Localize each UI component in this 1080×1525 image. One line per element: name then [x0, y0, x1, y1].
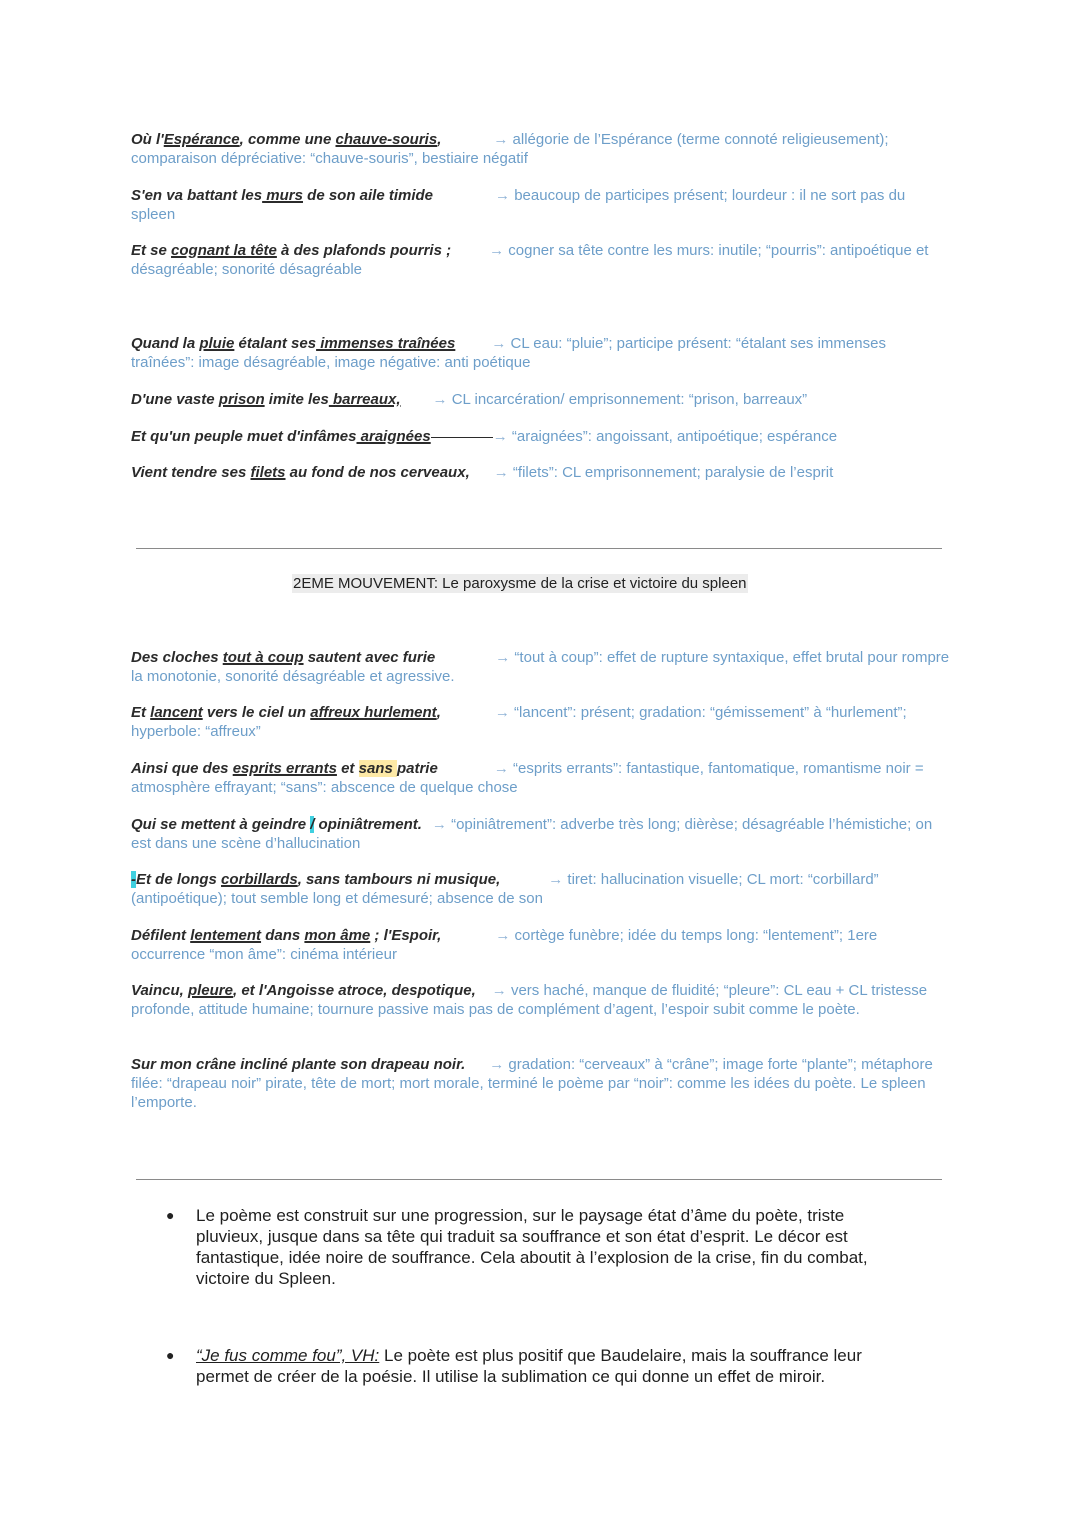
annotated-verse: [131, 130, 951, 168]
highlight: sans: [358, 760, 397, 777]
caesura-mark: /: [310, 816, 315, 833]
verse-text: S'en va battant les murs de son aile timide: [131, 187, 434, 204]
annotated-verse: [131, 926, 951, 964]
verse-text: Et se cognant la tête à des plafonds pourris ;: [131, 242, 452, 259]
verse-text: Et qu'un peuple muet d'infâmes araignées: [131, 428, 431, 445]
verse-text: D'une vaste prison imite les barreaux,: [131, 391, 401, 408]
underline-stroke: [431, 437, 493, 438]
annotated-verse: [131, 870, 951, 908]
bullet-icon: ●: [166, 1347, 175, 1363]
annotated-verse: [131, 186, 951, 224]
arrow-icon: →: [495, 649, 511, 666]
arrow-icon: →: [491, 982, 507, 999]
annotation: cortège funèbre; idée du temps long: “lentement”; 1ere occurrence “mon âme”: cinéma intérieur: [131, 927, 878, 963]
verse-text: Ainsi que des esprits errants et sans patrie: [131, 760, 438, 777]
verse-text: Vaincu, pleure, et l'Angoisse atroce, despotique,: [131, 982, 476, 999]
verse-text: Et lancent vers le ciel un affreux hurlement,: [131, 704, 441, 721]
verse-text: Des cloches tout à coup sautent avec furie: [131, 649, 436, 666]
annotation: gradation: “cerveaux” à “crâne”; image forte “plante”; métaphore filée: “drapeau noir” pirate, tête de mort; mort morale, terminé le poème par “noir”: comme les idées du poète. Le spleen l’emporte.: [131, 1056, 933, 1111]
annotated-verse: [131, 334, 951, 372]
annotation: “opiniâtrement”: adverbe très long; dièrèse; désagréable l’hémistiche; on est dans une scène d’hallucination: [131, 816, 933, 852]
verse-text: Vient tendre ses filets au fond de nos cerveaux,: [131, 464, 470, 481]
verse-text: -Et de longs corbillards, sans tambours ni musique,: [131, 871, 501, 888]
annotation: CL incarcération/ emprisonnement: “prison, barreaux”: [447, 391, 808, 408]
dash-mark: -: [131, 871, 136, 888]
arrow-icon: →: [492, 428, 508, 445]
annotation: allégorie de l’Espérance (terme connoté religieusement); comparaison dépréciative: “chauve-souris”, bestiaire négatif: [131, 131, 889, 167]
poem-reference: “Je fus comme fou”, VH:: [196, 1346, 380, 1365]
annotation: “esprits errants”: fantastique, fantomatique, romantisme noir = atmosphère effrayant; “sans”: abscence de quelque chose: [131, 760, 924, 796]
annotation: beaucoup de participes présent; lourdeur : il ne sort pas du spleen: [131, 187, 906, 223]
annotated-verse: [131, 463, 951, 482]
arrow-icon: →: [489, 242, 505, 259]
arrow-icon: →: [493, 760, 509, 777]
annotation: “filets”: CL emprisonnement; paralysie de l’esprit: [508, 464, 834, 481]
arrow-icon: →: [491, 335, 507, 352]
annotation: cogner sa tête contre les murs: inutile; “pourris”: antipoétique et désagréable; sonorité désagréable: [131, 242, 929, 278]
annotated-verse: [131, 390, 951, 409]
arrow-icon: →: [432, 391, 448, 408]
annotated-verse: [131, 241, 951, 279]
bullet-paragraph: “Je fus comme fou”, VH: Le poète est plus positif que Baudelaire, mais la souffrance leur permet de créer de la poésie. Il utilise la sublimation ce qui donne un effet de miroir.: [196, 1346, 862, 1386]
section-heading: 2EME MOUVEMENT: Le paroxysme de la crise et victoire du spleen: [293, 575, 747, 592]
arrow-icon: →: [495, 187, 511, 204]
arrow-icon: →: [548, 871, 564, 888]
verse-text: Sur mon crâne incliné plante son drapeau noir.: [131, 1056, 466, 1073]
section-divider: [136, 548, 942, 549]
verse-text: Où l'Espérance, comme une chauve-souris,: [131, 131, 442, 148]
annotation: vers haché, manque de fluidité; “pleure”: CL eau + CL tristesse profonde, attitude humaine; tournure passive mais pas de complément d’agent, l’espoir subit comme le poète.: [131, 982, 928, 1018]
annotation: CL eau: “pluie”; participe présent: “étalant ses immenses traînées”: image désagréable, image négative: anti poétique: [131, 335, 886, 371]
arrow-icon: →: [495, 927, 511, 944]
annotated-verse: [131, 759, 951, 797]
annotation: tiret: hallucination visuelle; CL mort: “corbillard” (antipoétique); tout semble long et démesuré; absence de son: [131, 871, 879, 907]
verse-text: Quand la pluie étalant ses immenses traînées: [131, 335, 456, 352]
section-divider: [136, 1179, 942, 1180]
annotation: “araignées”: angoissant, antipoétique; espérance: [507, 428, 838, 445]
bullet-paragraph: Le poème est construit sur une progression, sur le paysage état d’âme du poète, triste pluvieux, jusque dans sa tête qui traduit sa souffrance et son état d’esprit. Le décor est fantastique, idée noire de souffrance. Cela aboutit à l’explosion de la crise, fin du combat, victoire du Spleen.: [196, 1206, 868, 1288]
verse-text: Qui se mettent à geindre / opiniâtrement.: [131, 816, 422, 833]
arrow-icon: →: [494, 704, 510, 721]
annotated-verse: [131, 703, 951, 741]
arrow-icon: →: [431, 816, 447, 833]
annotated-verse: [131, 815, 951, 853]
arrow-icon: →: [489, 1056, 505, 1073]
annotation: “lancent”: présent; gradation: “gémissement” à “hurlement”; hyperbole: “affreux”: [131, 704, 907, 740]
annotated-verse: [131, 1055, 951, 1112]
arrow-icon: →: [493, 131, 509, 148]
annotated-verse: [131, 648, 951, 686]
annotated-verse: [131, 981, 951, 1019]
arrow-icon: →: [493, 464, 509, 481]
verse-text: Défilent lentement dans mon âme ; l'Espoir,: [131, 927, 442, 944]
annotated-verse: [131, 427, 951, 446]
bullet-icon: ●: [166, 1207, 175, 1223]
annotation: “tout à coup”: effet de rupture syntaxique, effet brutal pour rompre la monotonie, sonorité désagréable et agressive.: [131, 649, 950, 685]
